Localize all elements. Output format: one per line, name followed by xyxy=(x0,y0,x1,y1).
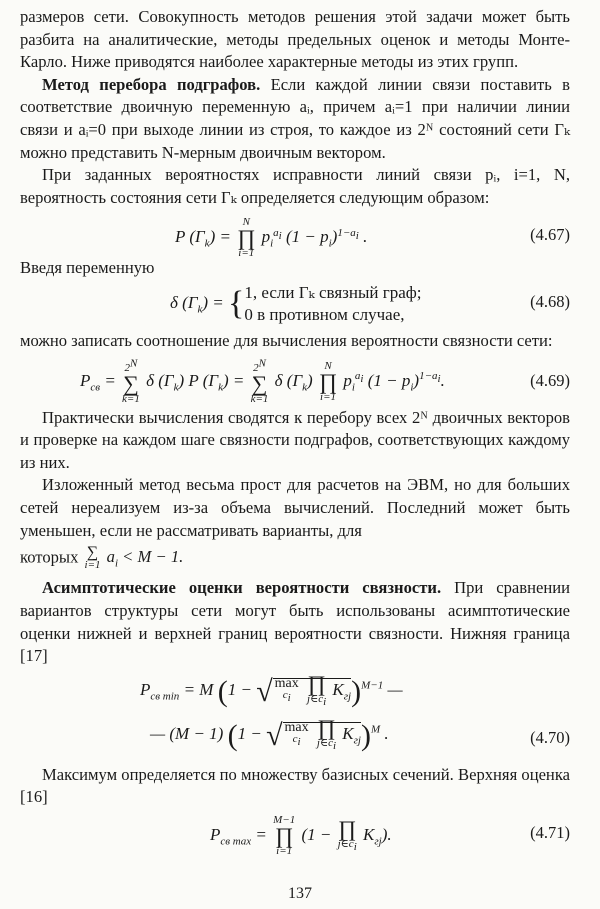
paragraph-intro: размеров сети. Совокупность методов решения этой задачи может быть разбита на аналитические, методы предельных оценок и методы Монте-Карло. Ниже приводятся наиболее характерные методы из этих групп. xyxy=(20,7,570,72)
paragraph-method-remark: Изложенный метод весьма прост для расчетов на ЭВМ, но для больших сетей нереализуем из-за объема вычислений. Последний может быть уменьшен, если не рассматривать варианты, для xyxy=(20,475,570,540)
paragraph-enumeration: Практически вычисления сводятся к перебору всех 2ᴺ двоичных векторов и проверке на каждом шаге связности подграфов, соответствующих каждому из них. xyxy=(20,407,570,472)
paragraph-relation: можно записать соотношение для вычисления вероятности связности сети: xyxy=(20,330,553,350)
paragraph-probabilities: При заданных вероятностях исправности линий связи pᵢ, i=1, N, вероятность состояния сети Γₖ определяется следующим образом: xyxy=(20,165,570,207)
paragraph-maximum: Максимум определяется по множеству базисных сечений. Верхняя оценка [16] xyxy=(20,764,570,807)
heading-asymptotic-estimates: Асимптотические оценки вероятности связности. xyxy=(42,578,442,598)
equation-number-4-70: (4.70) xyxy=(530,727,570,747)
paragraph-asymptotic xyxy=(20,577,570,667)
paragraph-condition-text: которых xyxy=(20,547,79,567)
equation-number-4-67: (4.67) xyxy=(530,225,570,245)
paragraph-subgraph-method-text: Если каждой линии связи поставить в соответствие двоичную переменную aᵢ, причем aᵢ=1 при наличии линии связи и aᵢ=0 при выходе линии из строя, то каждое из 2ᴺ состояний сети Γₖ можно представить N-мерным двоичным вектором. xyxy=(20,74,570,162)
paragraph-condition: которых ∑ i=1 $a_i < M - 1$. xyxy=(20,544,184,572)
equation-4-68: δ $(\Gamma_k) = \{1$, если Γₖ связный граф; 0 в противном случае, (4.68) xyxy=(170,282,570,324)
equation-4-67: P $(\Gamma_k) = N$ ∏ i=1 $p_i^{a_i}$ $(1 - p_i)^{1-a_i}$ . (4.67) xyxy=(175,216,570,260)
equation-4-71: $P_{св max} = M-1$ ∏ i=1 (1 − ∏ $j\in c_i$ $K_{гj}$). (4.71) xyxy=(210,813,570,857)
equation-number-4-68: (4.68) xyxy=(530,291,570,311)
equation-4-68-case-connected: 1, если Γₖ связный граф; xyxy=(244,282,422,302)
paragraph-introduce-variable: Введя переменную xyxy=(20,258,155,278)
paragraph-asymptotic-text: При сравнении вариантов структуры сети могут быть использованы асимптотические оценки нижней и верхней границ вероятности связности. Нижняя граница [17] xyxy=(20,578,570,666)
equation-number-4-69: (4.69) xyxy=(530,370,570,390)
page-number: 137 xyxy=(288,885,312,902)
paragraph-subgraph-method xyxy=(20,74,570,164)
equation-4-70-line1: $P_{св min} = M$ (1 − √ max $c_i$ ∏ $j\in c_i$ $K_{гj})^{M-1}$ — xyxy=(140,670,403,708)
equation-number-4-71: (4.71) xyxy=(530,822,570,842)
heading-subgraph-method: Метод перебора подграфов. xyxy=(42,74,261,94)
equation-4-69: $P_{св} = 2^N$ ∑ k=1 δ $(\Gamma_k)$ P $(\Gamma_k) = 2^N$ ∑ k=1 δ $(\Gamma_k)$ N ∏ i=1 $p_i^{a_i}$ $(1 - p_i)^{1-a_i}$. (4.69) xyxy=(80,357,570,406)
equation-4-68-case-otherwise: 0 в противном случае, xyxy=(244,304,405,324)
equation-4-70-line2: — (M − 1) (1 − √ max $c_i$ ∏ $j\in c_i$ $K_{гj})^M$ . (4.70) xyxy=(150,714,570,752)
